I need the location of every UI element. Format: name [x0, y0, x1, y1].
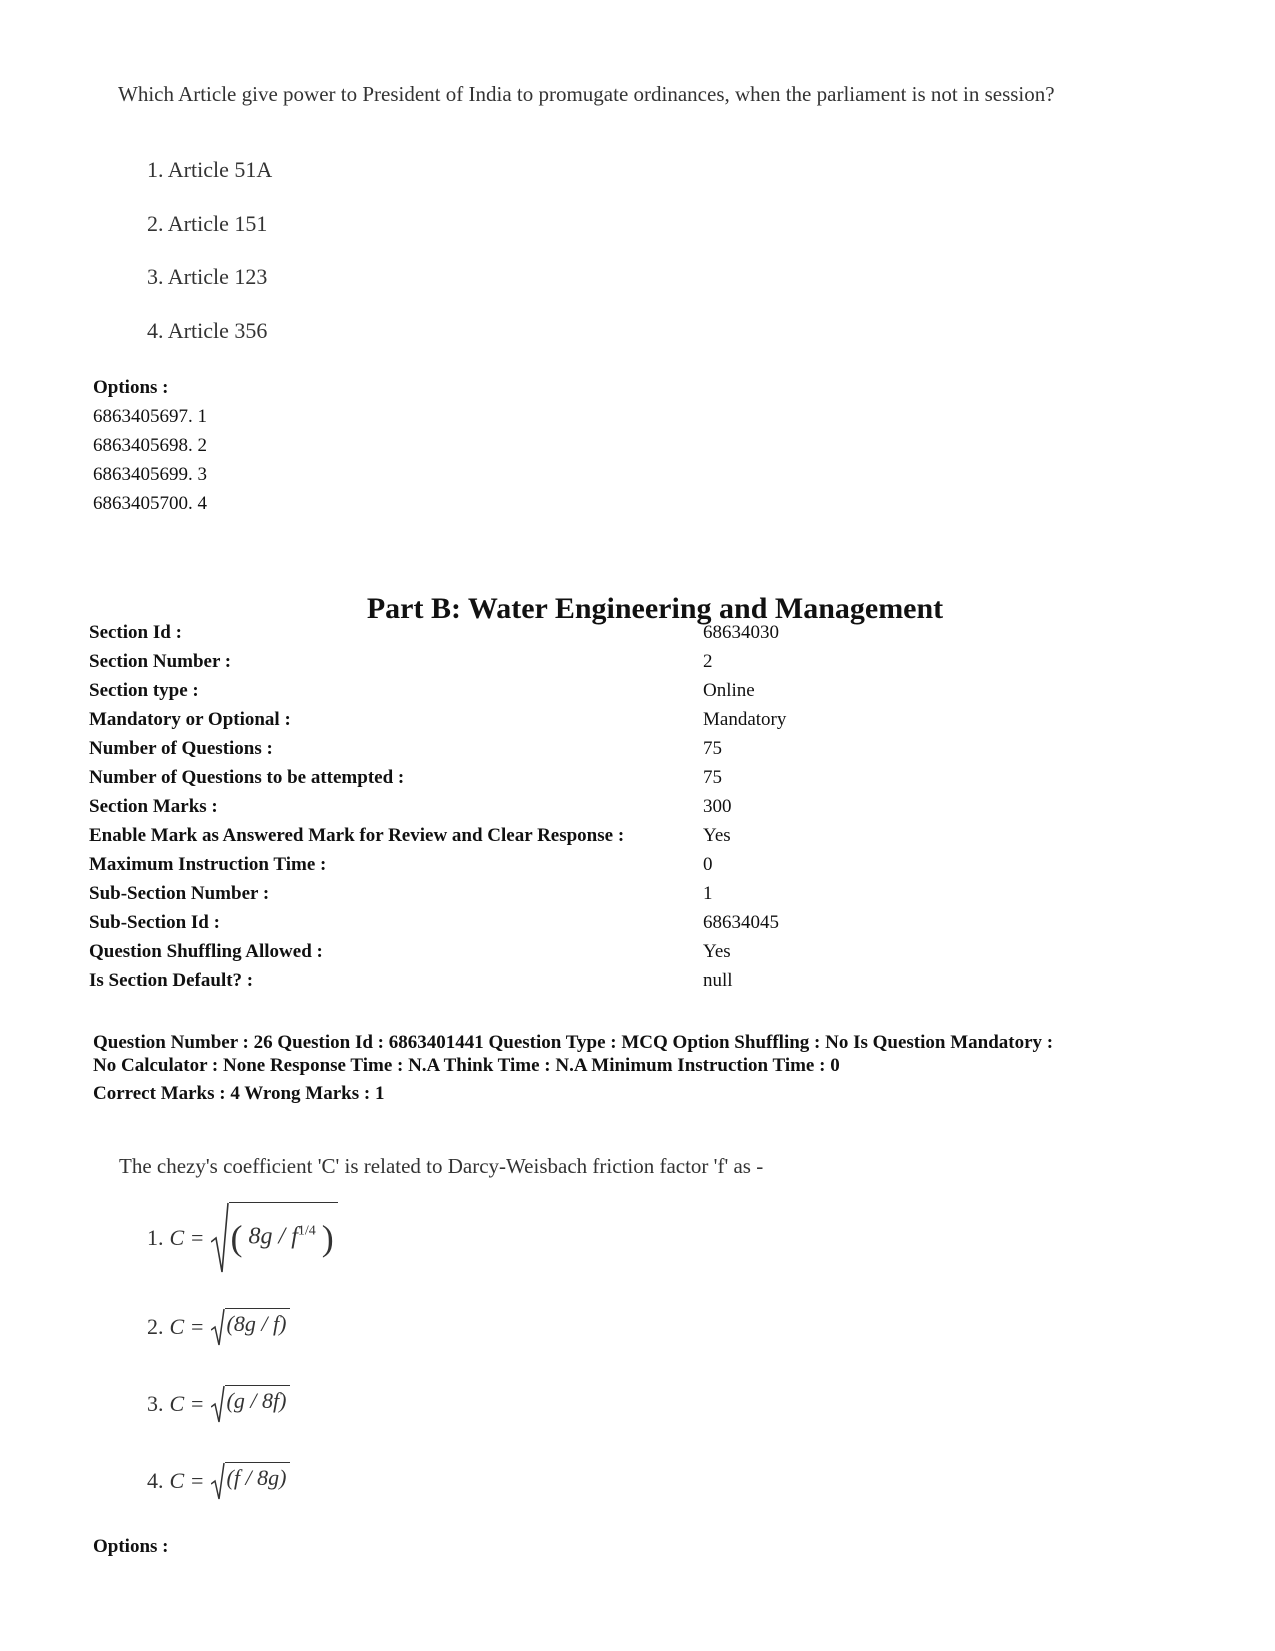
radicand-text: (f / 8g) [225, 1462, 291, 1500]
formula-number: 3. [147, 1391, 164, 1416]
option-id-2: 6863405698. 2 [93, 435, 207, 456]
formula-choice-2 [147, 1308, 290, 1346]
option-id-1: 6863405697. 1 [93, 406, 207, 427]
formula-lhs: C = [169, 1314, 205, 1339]
formula-lhs: C = [169, 1225, 205, 1250]
meta-row-enable-mark [89, 825, 1189, 854]
square-root-symbol: ( $8g / f^{1/4}$ ) [211, 1202, 338, 1274]
choice-3: 3. Article 123 [147, 264, 268, 289]
formula-choice-4 [147, 1462, 290, 1500]
meta-value: 2 [703, 651, 713, 672]
meta-value: 75 [703, 738, 722, 759]
formula-number: 1. [147, 1225, 164, 1250]
meta-label: Enable Mark as Answered Mark for Review and Clear Response : [89, 825, 625, 846]
formula-number: 4. [147, 1468, 164, 1493]
radical-icon [211, 1385, 225, 1423]
meta-value: Yes [703, 941, 731, 962]
meta-value: 1 [703, 883, 713, 904]
choice-2: 2. Article 151 [147, 211, 268, 236]
meta-value: 75 [703, 767, 722, 788]
meta-label: Section Number : [89, 651, 232, 672]
meta-value: Yes [703, 825, 731, 846]
radical-icon [211, 1202, 229, 1274]
formula-lhs: C = [169, 1391, 205, 1416]
radicand-text: (8g / f) [225, 1308, 291, 1346]
option-id-4: 6863405700. 4 [93, 493, 207, 514]
options-label: Options : [93, 1536, 169, 1557]
meta-label: Mandatory or Optional : [89, 709, 291, 730]
meta-label: Section Id : [89, 622, 182, 643]
meta-label: Number of Questions to be attempted : [89, 767, 405, 788]
option-id-3: 6863405699. 3 [93, 464, 207, 485]
meta-label: Sub-Section Number : [89, 883, 270, 904]
meta-value: 68634045 [703, 912, 779, 933]
formula-lhs: C = [169, 1468, 205, 1493]
meta-value: null [703, 970, 733, 991]
meta-row-sub-section-id [89, 912, 1189, 941]
meta-row-section-marks [89, 796, 1189, 825]
meta-label: Sub-Section Id : [89, 912, 220, 933]
options-label: Options : [93, 377, 169, 398]
formula-choice-3 [147, 1385, 290, 1423]
meta-label: Section type : [89, 680, 199, 701]
part-title: Part B: Water Engineering and Management [366, 592, 944, 625]
square-root-symbol [211, 1462, 291, 1500]
meta-label: Maximum Instruction Time : [89, 854, 327, 875]
formula-number: 2. [147, 1314, 164, 1339]
exponent: 1/4 [297, 1223, 316, 1239]
meta-label: Number of Questions : [89, 738, 273, 759]
meta-row-number-of-questions [89, 738, 1189, 767]
meta-value: 300 [703, 796, 732, 817]
meta-row-section-default [89, 970, 1189, 999]
question-info-line-2: No Calculator : None Response Time : N.A Think Time : N.A Minimum Instruction Time : 0 [93, 1055, 840, 1076]
meta-row-section-type [89, 680, 1189, 709]
question-marks: Correct Marks : 4 Wrong Marks : 1 [93, 1083, 385, 1104]
question-text: The chezy's coefficient 'C' is related to Darcy-Weisbach friction factor 'f' as - [119, 1154, 764, 1178]
meta-row-question-shuffling [89, 941, 1189, 970]
radicand-text: 8g / f [248, 1223, 298, 1250]
formula-choice-1 [147, 1202, 338, 1274]
meta-row-section-id [89, 622, 1189, 651]
meta-row-section-number [89, 651, 1189, 680]
question-text: Which Article give power to President of India to promugate ordinances, when the parliament is not in session? [118, 82, 1055, 106]
meta-label: Is Section Default? : [89, 970, 254, 991]
meta-row-max-instruction-time [89, 854, 1189, 883]
meta-value: Mandatory [703, 709, 787, 730]
square-root-symbol [211, 1308, 291, 1346]
question-info-line-1: Question Number : 26 Question Id : 6863401441 Question Type : MCQ Option Shuffling : No Is Question Mandatory : [93, 1032, 1054, 1053]
meta-row-questions-attempted [89, 767, 1189, 796]
meta-value: 68634030 [703, 622, 779, 643]
meta-row-sub-section-number [89, 883, 1189, 912]
meta-label: Question Shuffling Allowed : [89, 941, 323, 962]
meta-row-mandatory [89, 709, 1189, 738]
meta-label: Section Marks : [89, 796, 218, 817]
choice-4: 4. Article 356 [147, 318, 268, 343]
choice-1: 1. Article 51A [147, 157, 273, 182]
radical-icon [211, 1462, 225, 1500]
square-root-symbol [211, 1385, 291, 1423]
radicand-text: (g / 8f) [225, 1385, 291, 1423]
meta-value: Online [703, 680, 755, 701]
meta-value: 0 [703, 854, 713, 875]
radical-icon [211, 1308, 225, 1346]
